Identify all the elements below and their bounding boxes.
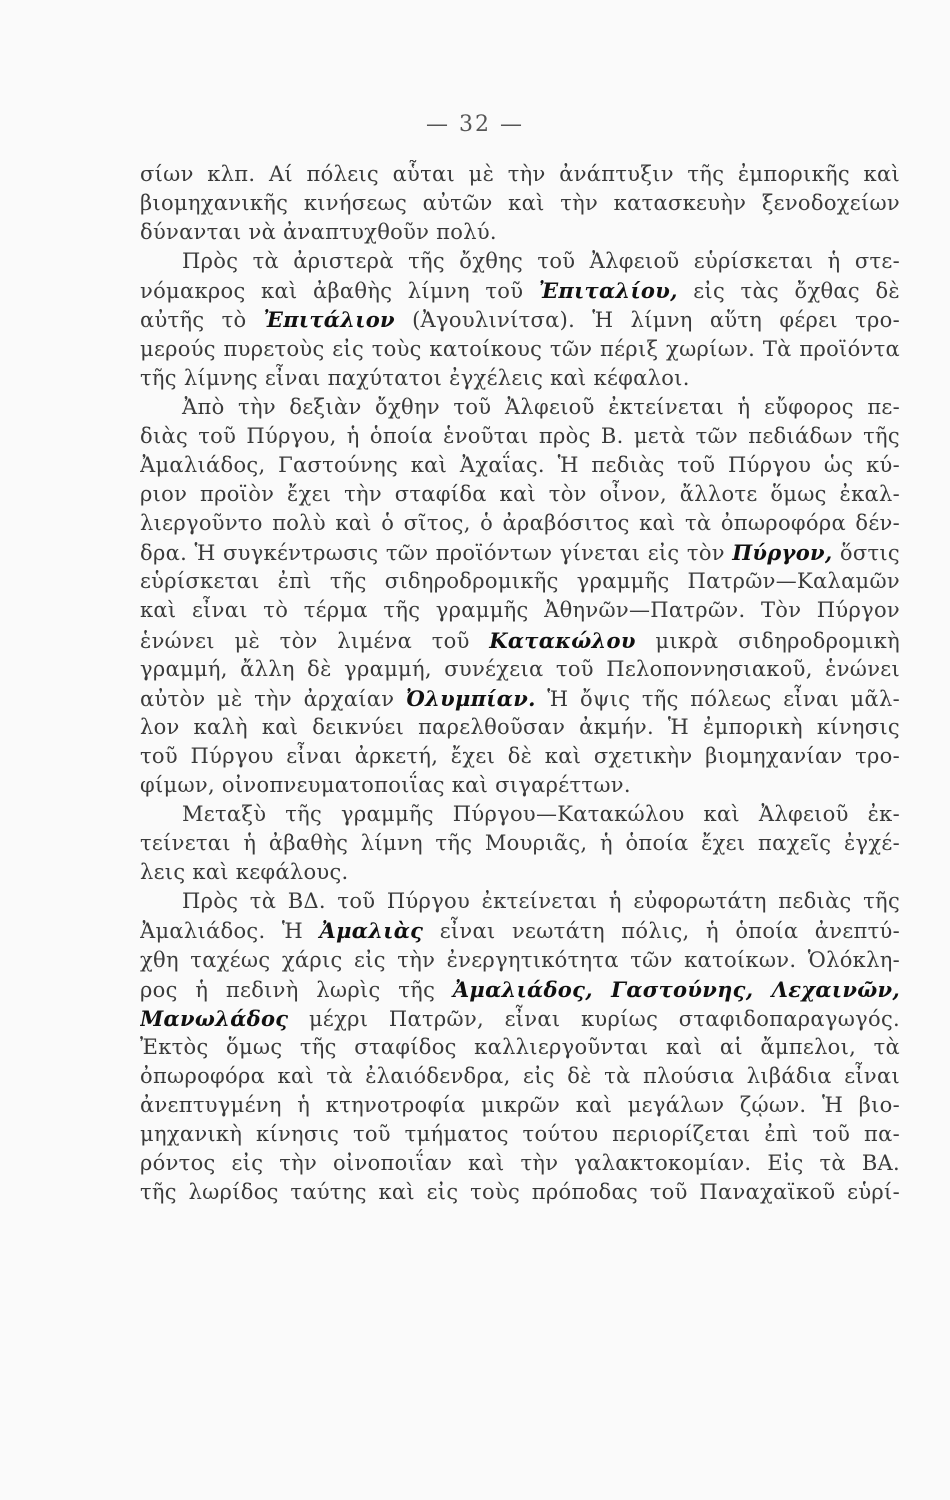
body-text (140, 160, 900, 1207)
text-segment: αὐτῆς τὸ (140, 308, 264, 333)
text-segment: Ἐκτὸς ὅμως τῆς σταφίδος καλλιεργοῦνται καὶ αἱ ἄμπελοι, τὰ (140, 1034, 900, 1059)
text-line (140, 451, 900, 480)
text-line (140, 655, 900, 684)
text-line (140, 771, 900, 800)
text-line (140, 247, 900, 276)
text-line (140, 916, 900, 945)
text-line (140, 509, 900, 538)
page-number: — 32 — (426, 112, 524, 137)
text-line (140, 393, 900, 422)
text-segment: χθη ταχέως χάρις εἰς τὴν ἐνεργητικότητα τῶν κατοίκων. Ὁλόκλη- (140, 947, 900, 972)
text-line (140, 567, 900, 596)
text-line (140, 1178, 900, 1207)
text-line (140, 1004, 900, 1033)
text-segment: ρος ἡ πεδινὴ λωρὶς τῆς (140, 977, 453, 1002)
text-segment: Μεταξὺ τῆς γραμμῆς Πύργου—Κατακώλου καὶ Ἀλφειοῦ ἐκ- (182, 802, 900, 827)
text-segment: εἶναι νεωτάτη πόλις, ἡ ὁποία ἀνεπτύ- (423, 919, 900, 944)
text-segment: δρα. Ἡ συγκέντρωσις τῶν προϊόντων γίνεται εἰς τὸν (140, 541, 733, 566)
text-line (140, 1033, 900, 1062)
text-segment: μηχανικὴ κίνησις τοῦ τμήματος τούτου περιορίζεται ἐπὶ τοῦ πα- (140, 1122, 900, 1147)
text-segment: Ἀμαλιάδος, Γαστούνης καὶ Ἀχαΐας. Ἡ πεδιὰς τοῦ Πύργου ὡς κύ- (140, 452, 900, 477)
text-segment: εἰς τὰς ὄχθας δὲ (677, 279, 900, 304)
text-line (140, 1062, 900, 1091)
text-segment: τῆς λωρίδος ταύτης καὶ εἰς τοὺς πρόποδας τοῦ Παναχαϊκοῦ εὑρί- (140, 1180, 900, 1205)
emphasized-place-name: Πύργον, (732, 540, 833, 566)
text-segment: ρόντος εἰς τὴν οἰνοποιΐαν καὶ τὴν γαλακτοκομίαν. Εἰς τὰ ΒΑ. (140, 1151, 900, 1176)
text-line (140, 626, 900, 655)
text-line (140, 422, 900, 451)
text-segment: λεις καὶ κεφάλους. (140, 860, 349, 885)
text-segment: ἑνώνει μὲ τὸν λιμένα τοῦ (140, 628, 490, 653)
text-segment: Ἀμαλιάδος. Ἡ (140, 919, 320, 944)
text-segment: βιομηχανικῆς κινήσεως αὐτῶν καὶ τὴν κατασκευὴν ξενοδοχείων (140, 191, 900, 216)
text-segment: τῆς λίμνης εἶναι παχύτατοι ἐγχέλεις καὶ κέφαλοι. (140, 365, 690, 390)
text-segment: μερούς πυρετοὺς εἰς τοὺς κατοίκους τῶν πέριξ χωρίων. Τὰ προϊόντα (140, 336, 900, 361)
text-line (140, 1149, 900, 1178)
text-line (140, 160, 900, 189)
text-segment: μέχρι Πατρῶν, εἶναι κυρίως σταφιδοπαραγωγός. (288, 1006, 900, 1031)
text-segment: λιεργοῦντο πολὺ καὶ ὁ σῖτος, ὁ ἀραβόσιτος καὶ τὰ ὀπωροφόρα δέν- (140, 511, 900, 536)
text-segment: (Ἀγουλινίτσα). Ἡ λίμνη αὕτη φέρει τρο- (394, 308, 900, 333)
text-segment: ἀνεπτυγμένη ἡ κτηνοτροφία μικρῶν καὶ μεγάλων ζῴων. Ἡ βιο- (140, 1093, 900, 1117)
text-segment: καὶ εἶναι τὸ τέρμα τῆς γραμμῆς Ἀθηνῶν—Πατρῶν. Τὸν Πύργον (140, 598, 900, 623)
emphasized-place-name: Μανωλάδος (140, 1005, 289, 1031)
text-segment: τείνεται ἡ ἀβαθὴς λίμνη τῆς Μουριᾶς, ἡ ὁποία ἔχει παχεῖς ἐγχέ- (140, 831, 900, 856)
text-line (140, 800, 900, 829)
text-line (140, 713, 900, 742)
text-line (140, 364, 900, 393)
text-line (140, 975, 900, 1004)
text-line (140, 1120, 900, 1149)
text-segment: ὀπωροφόρα καὶ τὰ ἐλαιόδενδρα, εἰς δὲ τὰ πλούσια λιβάδια εἶναι (140, 1063, 900, 1088)
emphasized-place-name: Κατακώλου (489, 627, 636, 653)
text-segment: Πρὸς τὰ ΒΔ. τοῦ Πύργου ἐκτείνεται ἡ εὐφορωτάτη πεδιὰς τῆς (182, 889, 900, 914)
emphasized-place-name: Ἀμαλιάδος, Γαστούνης, Λεχαινῶν, (452, 976, 900, 1002)
text-segment: γραμμή, ἄλλη δὲ γραμμή, συνέχεια τοῦ Πελοποννησιακοῦ, ἑνώνει (140, 656, 900, 681)
text-line (140, 335, 900, 364)
text-line (140, 480, 900, 509)
text-segment: εὑρίσκεται ἐπὶ τῆς σιδηροδρομικῆς γραμμῆς Πατρῶν—Καλαμῶν (140, 569, 900, 594)
text-line (140, 684, 900, 713)
text-segment: δύνανται νὰ ἀναπτυχθοῦν πολύ. (140, 220, 497, 245)
text-line (140, 946, 900, 975)
text-line (140, 742, 900, 771)
text-line (140, 1091, 900, 1120)
text-line (140, 305, 900, 334)
text-segment: τοῦ Πύργου εἶναι ἀρκετή, ἔχει δὲ καὶ σχετικὴν βιομηχανίαν τρο- (140, 743, 900, 768)
text-line (140, 276, 900, 305)
emphasized-place-name: Ὀλυμπίαν. (405, 685, 536, 711)
text-segment: Πρὸς τὰ ἀριστερὰ τῆς ὄχθης τοῦ Ἀλφειοῦ εὑρίσκεται ἡ στε- (182, 249, 900, 274)
text-segment: λον καλὴ καὶ δεικνύει παρελθοῦσαν ἀκμήν. Ἡ ἐμπορικὴ κίνησις (140, 714, 900, 739)
text-line (140, 596, 900, 625)
text-segment: φίμων, οἰνοπνευματοποιΐας καὶ σιγαρέττων. (140, 772, 631, 797)
text-segment: νόμακρος καὶ ἀβαθὴς λίμνη τοῦ (140, 279, 539, 304)
text-segment: ὅστις (832, 541, 900, 566)
text-segment: Ἡ ὄψις τῆς πόλεως εἶναι μᾶλ- (535, 686, 900, 711)
text-line (140, 887, 900, 916)
emphasized-place-name: Ἀμαλιὰς (319, 918, 424, 944)
text-line (140, 829, 900, 858)
emphasized-place-name: Ἐπιταλίου, (538, 278, 678, 304)
text-segment: αὐτὸν μὲ τὴν ἀρχαίαν (140, 686, 406, 711)
text-segment: ριον προϊὸν ἔχει τὴν σταφίδα καὶ τὸν οἶνον, ἄλλοτε ὅμως ἐκαλ- (140, 482, 900, 507)
text-segment: μικρὰ σιδηροδρομικὴ (635, 628, 900, 653)
text-line (140, 218, 900, 247)
text-segment: Ἀπὸ τὴν δεξιὰν ὄχθην τοῦ Ἀλφειοῦ ἐκτείνεται ἡ εὔφορος πε- (182, 394, 900, 419)
text-segment: διὰς τοῦ Πύργου, ἡ ὁποία ἑνοῦται πρὸς Β. μετὰ τῶν πεδιάδων τῆς (140, 423, 900, 448)
text-line (140, 858, 900, 887)
text-segment: σίων κλπ. Αί πόλεις αὗται μὲ τὴν ἀνάπτυξιν τῆς ἐμπορικῆς καὶ (140, 162, 900, 186)
text-line (140, 189, 900, 218)
emphasized-place-name: Ἐπιτάλιον (263, 307, 395, 333)
text-line (140, 538, 900, 567)
